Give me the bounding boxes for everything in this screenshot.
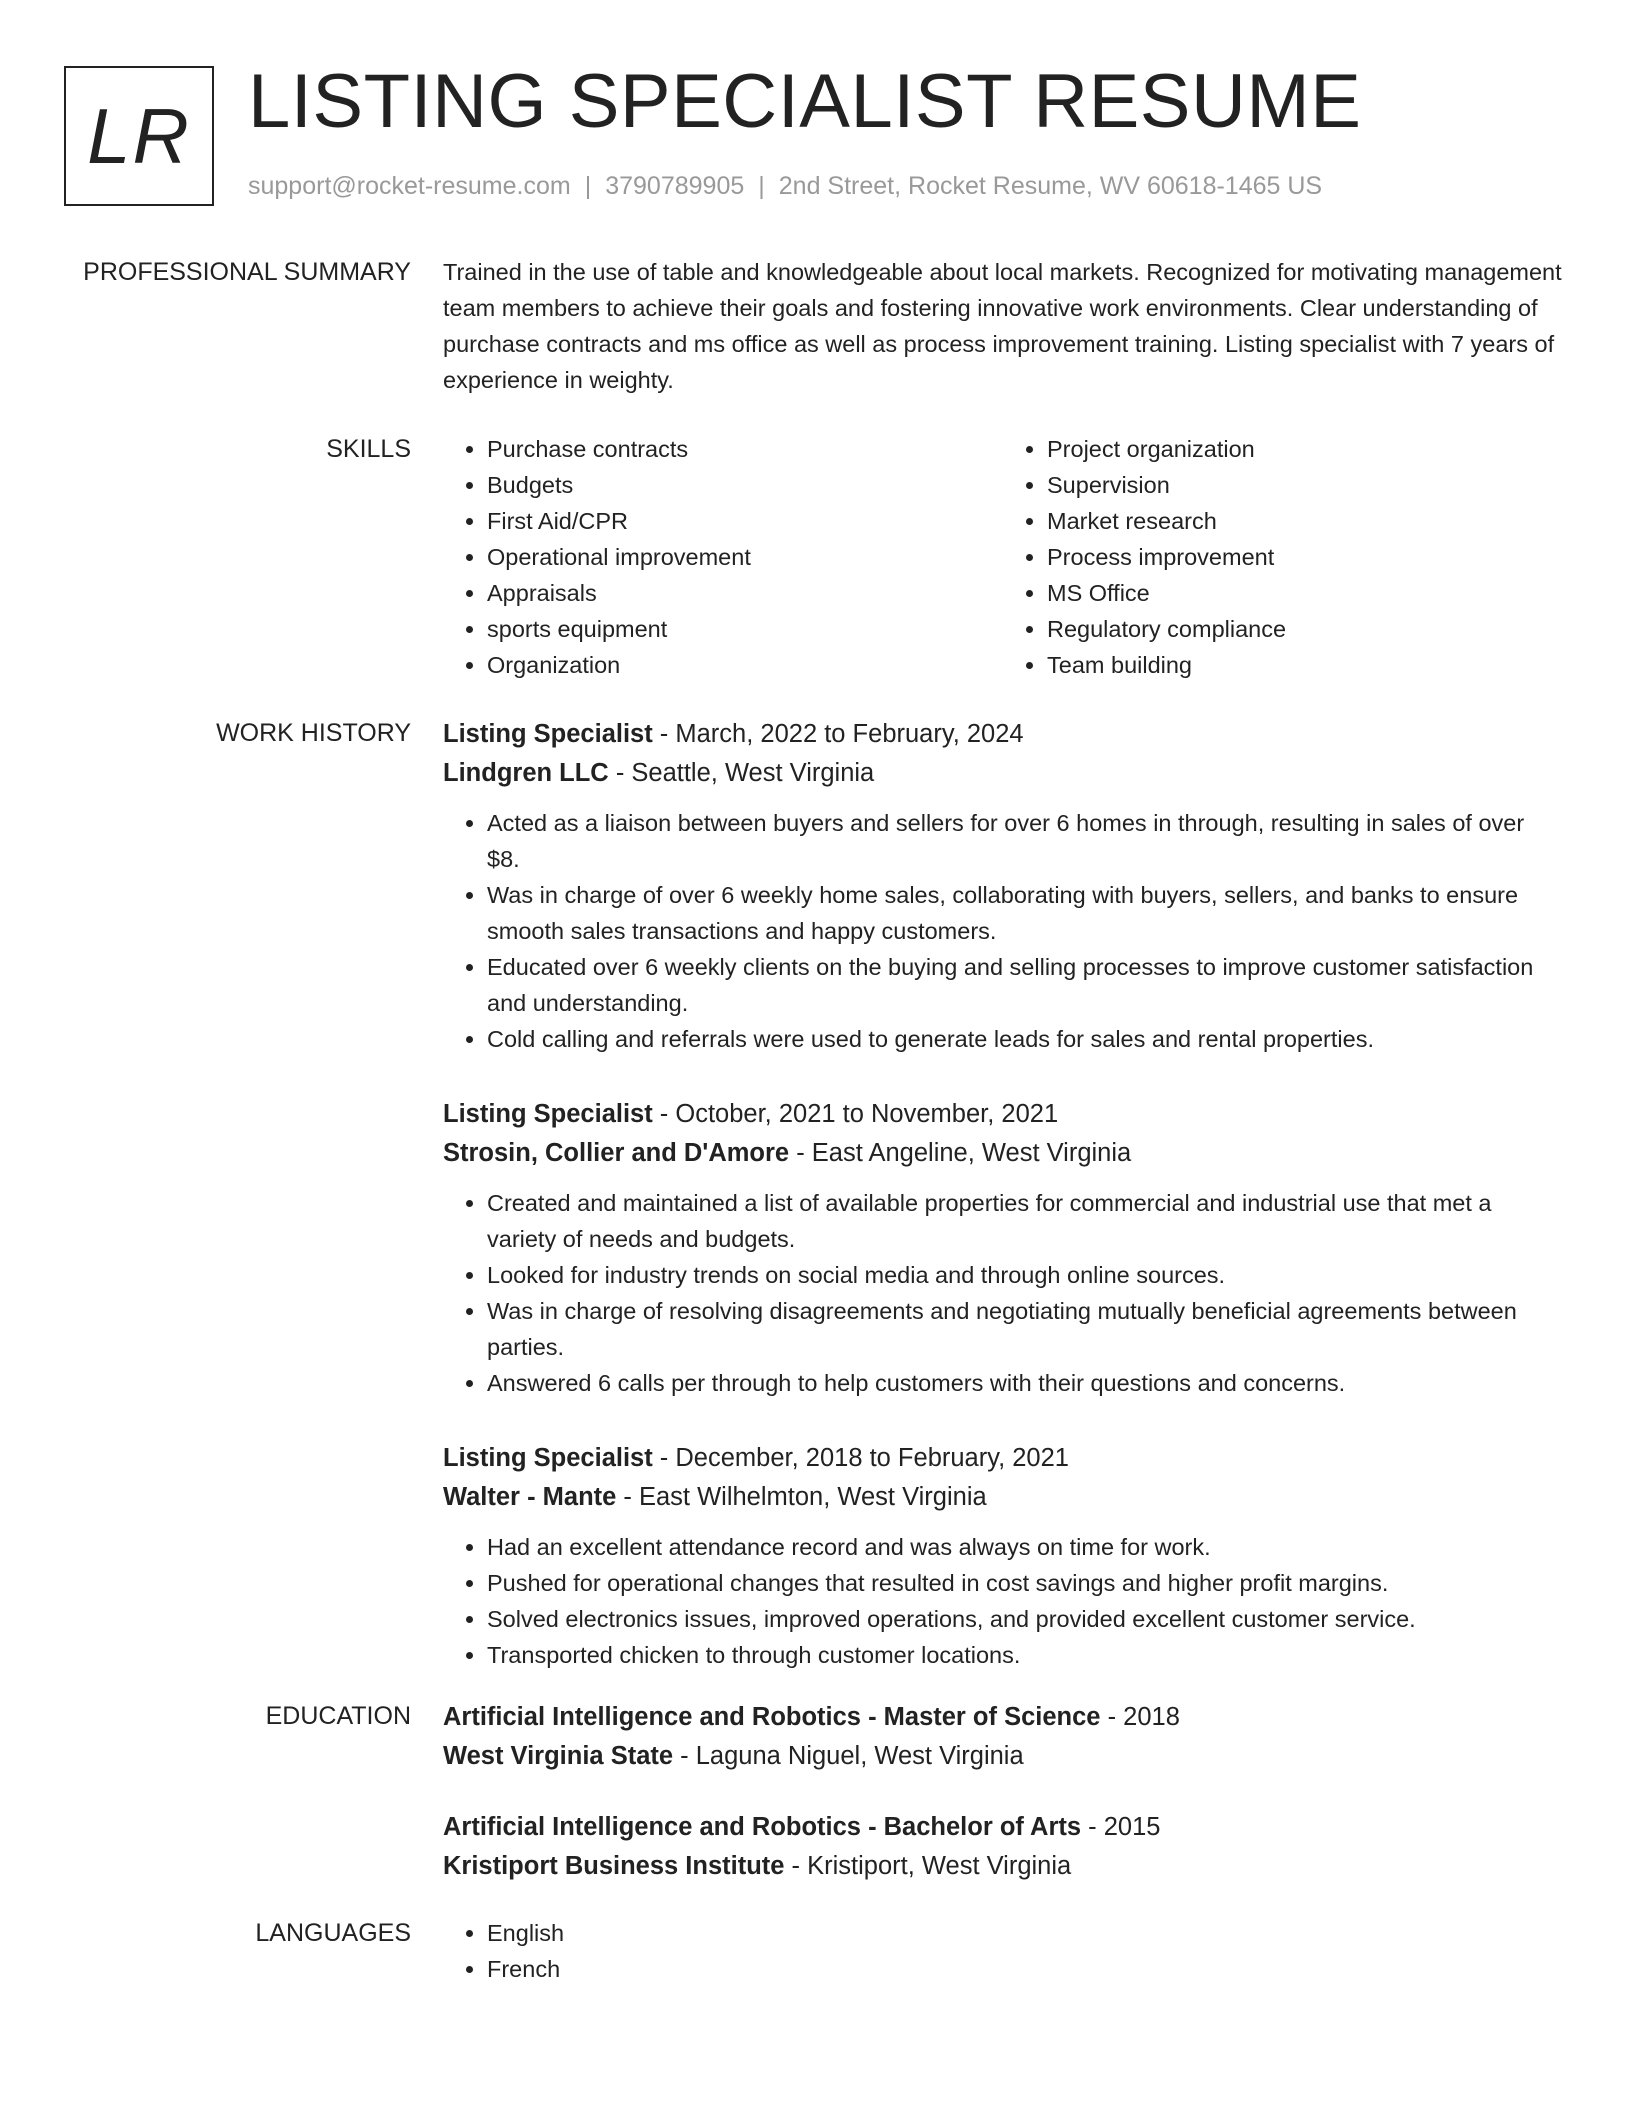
job-bullet: • Answered 6 calls per through to help customers with their questions and concerns. (487, 1365, 1563, 1401)
education-school-line (443, 1737, 1563, 1776)
summary-text: Trained in the use of table and knowledgeable about local markets. Recognized for motivating management team members to achieve their goals and fostering innovative work environments. Clear understanding of purchase contracts and ms office as well as process improvement training. Listing specialist with 7 years of experience in weighty. (443, 259, 1562, 393)
languages-list (443, 1915, 1563, 1987)
skill-item: • Purchase contracts (487, 431, 1003, 467)
job-entry (443, 1439, 1563, 1673)
job-location: - East Wilhelmton, West Virginia (616, 1483, 987, 1511)
job-bullet: • Had an excellent attendance record and was always on time for work. (487, 1529, 1563, 1565)
job-bullet: • Educated over 6 weekly clients on the buying and selling processes to improve customer satisfaction and understanding. (487, 949, 1563, 1021)
education-entry (443, 1698, 1563, 1776)
job-bullet: • Was in charge of resolving disagreements and negotiating mutually beneficial agreements between parties. (487, 1293, 1563, 1365)
job-company: Lindgren LLC (443, 759, 609, 787)
education-year: - 2018 (1100, 1703, 1180, 1731)
languages-body (443, 1915, 1563, 1987)
job-title-line (443, 1095, 1563, 1134)
job-location: - East Angeline, West Virginia (789, 1139, 1132, 1167)
job-dates: - March, 2022 to February, 2024 (652, 720, 1024, 748)
skill-item: • Supervision (1047, 467, 1563, 503)
education-school-line (443, 1847, 1563, 1886)
contact-line (248, 172, 1322, 201)
education-location: - Kristiport, West Virginia (784, 1852, 1072, 1880)
monogram: LR (64, 66, 214, 206)
section-label: PROFESSIONAL SUMMARY (83, 258, 411, 286)
job-title-line (443, 1439, 1563, 1478)
education-degree-line (443, 1698, 1563, 1737)
skill-item: • MS Office (1047, 575, 1563, 611)
job-company-line (443, 1478, 1563, 1517)
skills-column-right (1003, 431, 1563, 683)
skills-column-left (443, 431, 1003, 683)
skill-item: • Process improvement (1047, 539, 1563, 575)
section-label: SKILLS (326, 435, 411, 463)
job-entry (443, 1095, 1563, 1401)
job-bullet: • Looked for industry trends on social media and through online sources. (487, 1257, 1563, 1293)
education-location: - Laguna Niguel, West Virginia (673, 1742, 1024, 1770)
job-company-line (443, 754, 1563, 793)
job-bullet: • Cold calling and referrals were used to generate leads for sales and rental properties. (487, 1021, 1563, 1057)
job-location: - Seattle, West Virginia (608, 759, 875, 787)
skill-item: • Team building (1047, 647, 1563, 683)
job-bullet: • Was in charge of over 6 weekly home sales, collaborating with buyers, sellers, and banks to ensure smooth sales transactions and happy customers. (487, 877, 1563, 949)
job-entry (443, 715, 1563, 1057)
skill-item: • Operational improvement (487, 539, 1003, 575)
education-body (443, 1698, 1563, 1918)
language-item: • French (487, 1951, 1563, 1987)
skill-item: • sports equipment (487, 611, 1003, 647)
job-company: Strosin, Collier and D'Amore (443, 1139, 790, 1167)
skill-item: • First Aid/CPR (487, 503, 1003, 539)
job-bullets (443, 805, 1563, 1057)
work-history-body (443, 715, 1563, 1711)
job-bullet: • Acted as a liaison between buyers and sellers for over 6 homes in through, resulting in sales of over $8. (487, 805, 1563, 877)
job-title: Listing Specialist (443, 720, 653, 748)
job-dates: - October, 2021 to November, 2021 (652, 1100, 1059, 1128)
skills-body (443, 431, 1563, 683)
job-bullet: • Transported chicken to through customer locations. (487, 1637, 1563, 1673)
job-bullet: • Pushed for operational changes that resulted in cost savings and higher profit margins. (487, 1565, 1563, 1601)
section-label: LANGUAGES (255, 1919, 411, 1947)
education-entry (443, 1808, 1563, 1886)
job-bullets (443, 1529, 1563, 1673)
section-label: WORK HISTORY (216, 719, 411, 747)
contact-separator: | (758, 172, 765, 200)
skill-item: • Market research (1047, 503, 1563, 539)
job-bullets (443, 1185, 1563, 1401)
job-title: Listing Specialist (443, 1444, 653, 1472)
skill-item: • Budgets (487, 467, 1003, 503)
job-company: Walter - Mante (443, 1483, 617, 1511)
job-dates: - December, 2018 to February, 2021 (652, 1444, 1069, 1472)
job-bullet: • Solved electronics issues, improved operations, and provided excellent customer service. (487, 1601, 1563, 1637)
education-degree: Artificial Intelligence and Robotics - Master of Science (443, 1703, 1101, 1731)
skill-item: • Organization (487, 647, 1003, 683)
contact-address: 2nd Street, Rocket Resume, WV 60618-1465 US (778, 172, 1323, 200)
skills-grid (443, 431, 1563, 683)
contact-separator: | (584, 172, 592, 200)
job-title-line (443, 715, 1563, 754)
education-degree-line (443, 1808, 1563, 1847)
job-company-line (443, 1134, 1563, 1173)
education-school: West Virginia State (443, 1742, 674, 1770)
education-degree: Artificial Intelligence and Robotics - Bachelor of Arts (443, 1813, 1082, 1841)
section-label: EDUCATION (265, 1702, 411, 1730)
job-title: Listing Specialist (443, 1100, 653, 1128)
language-item: • English (487, 1915, 1563, 1951)
skill-item: • Regulatory compliance (1047, 611, 1563, 647)
skill-item: • Appraisals (487, 575, 1003, 611)
contact-phone[interactable]: 3790789905 (605, 172, 745, 200)
education-year: - 2015 (1081, 1813, 1161, 1841)
resume-title: LISTING SPECIALIST RESUME (248, 59, 1362, 144)
contact-email[interactable]: support@rocket-resume.com (248, 172, 571, 200)
education-school: Kristiport Business Institute (443, 1852, 785, 1880)
job-bullet: • Created and maintained a list of available properties for commercial and industrial use that met a variety of needs and budgets. (487, 1185, 1563, 1257)
skill-item: • Project organization (1047, 431, 1563, 467)
